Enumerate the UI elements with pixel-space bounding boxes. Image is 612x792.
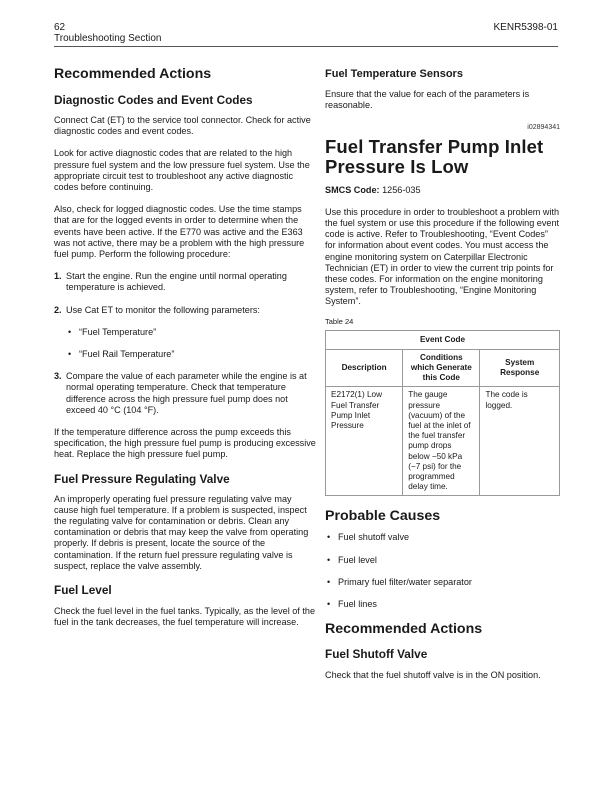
step-1: 1. Start the engine. Run the engine until normal operating temperature is achieved. xyxy=(54,271,287,293)
col-header-description: Description xyxy=(326,349,403,387)
table-row xyxy=(326,387,560,496)
procedure-steps xyxy=(54,271,317,416)
paragraph-connect: Connect Cat (ET) to the service tool connector. Check for active diagnostic codes and event codes. xyxy=(54,115,311,137)
document-id: KENR5398-01 xyxy=(493,22,558,33)
step-3: 3. Compare the value of each parameter while the engine is at normal operating temperature. Check that temperature difference across the high pressure fuel pump does not exceed 40 °C (104 °F). xyxy=(54,371,307,415)
heading-probable-causes: Probable Causes xyxy=(325,508,441,525)
table-group-header-row xyxy=(326,330,560,349)
paragraph-look: Look for active diagnostic codes that are related to the high pressure fuel system and the low pressure fuel system. Use the appropriate circuit test to troubleshoot any active diagnostic codes before continuing. xyxy=(54,148,310,193)
cell-description: E2172(1) Low Fuel Transfer Pump Inlet Pressure xyxy=(326,387,403,496)
paragraph-regulating: An improperly operating fuel pressure regulating valve may cause high fuel temperature. If a problem is suspected, inspect the regulating valve for contamination or debris. Clean any contamination or debris that may keep the valve from operating properly. If debris is present, locate the source of the contamination. If the return fuel pressure regulating valve is suspect, replace the valve assembly. xyxy=(54,493,309,571)
cell-conditions: The gauge pressure (vacuum) of the fuel at the inlet of the fuel transfer pump drops below −50 kPa (−7 psi) for the programmed delay time. xyxy=(403,387,480,496)
right-column xyxy=(325,60,560,682)
section-name: Troubleshooting Section xyxy=(54,33,162,44)
page-number: 62 xyxy=(54,22,66,33)
cause-item: • Fuel shutoff valve xyxy=(325,532,560,543)
article-title: Fuel Transfer Pump Inlet Pressure Is Low xyxy=(325,135,544,177)
heading-diagnostic-codes: Diagnostic Codes and Event Codes xyxy=(54,93,253,107)
reference-id: i02894341 xyxy=(527,124,560,132)
smcs-code: SMCS Code: 1256-035 xyxy=(325,184,421,195)
paragraph-also: Also, check for logged diagnostic codes. Use the time stamps that are for the logged events in order to determine when the events have been active. If the E770 was active and the E363 was not active, there may be a problem with the high pressure fuel pump. Perform the following procedure: xyxy=(54,204,305,260)
paragraph-shutoff: Check that the fuel shutoff valve is in the ON position. xyxy=(325,670,541,681)
cell-response: The code is logged. xyxy=(480,387,560,496)
event-code-table xyxy=(325,330,560,497)
heading-fuel-level: Fuel Level xyxy=(54,583,112,598)
cause-item: • Fuel level xyxy=(325,555,560,566)
table-header-row xyxy=(326,349,560,387)
table-caption: Table 24 xyxy=(325,316,354,326)
step-2: 2. Use Cat ET to monitor the following parameters: • “Fuel Temperature” • “Fuel Rail Temperature” xyxy=(54,305,317,361)
paragraph-use-procedure: Use this procedure in order to troubleshoot a problem with the fuel system or use this procedure if the following event code is active. Refer to Troubleshooting, “Event Codes” for information about event codes. You must access the engine monitoring system on Caterpillar Electronic Technician (ET) in order to view the current trip points for these codes. For information on the engine monitoring system, refer to Troubleshooting, “Engine Monitoring System”. xyxy=(325,206,560,307)
group-header: Event Code xyxy=(326,330,560,349)
param-item: • “Fuel Rail Temperature” xyxy=(66,349,317,360)
heading-shutoff-valve: Fuel Shutoff Valve xyxy=(325,647,428,662)
heading-recommended-actions: Recommended Actions xyxy=(54,66,212,82)
paragraph-sensors: Ensure that the value for each of the parameters is reasonable. xyxy=(325,89,530,111)
causes-list xyxy=(325,532,560,610)
col-header-response: System Response xyxy=(480,349,560,387)
cause-item: • Fuel lines xyxy=(325,599,560,610)
heading-regulating-valve: Fuel Pressure Regulating Valve xyxy=(54,471,230,486)
cause-item: • Primary fuel filter/water separator xyxy=(325,577,560,588)
paragraph-fuel-level: Check the fuel level in the fuel tanks. Typically, as the level of the fuel in the tank decreases, the fuel temperature will increase. xyxy=(54,606,316,628)
left-column xyxy=(54,60,317,629)
heading-temp-sensors: Fuel Temperature Sensors xyxy=(325,68,463,80)
heading-recommended-actions-2: Recommended Actions xyxy=(325,621,483,638)
parameter-list xyxy=(66,327,317,360)
param-item: • “Fuel Temperature” xyxy=(66,327,317,338)
col-header-conditions: Conditions which Generate this Code xyxy=(403,349,480,387)
page-header xyxy=(54,22,558,47)
paragraph-if-difference: If the temperature difference across the pump exceeds this specification, the high pressure fuel pump is producing excessive heat. Replace the high pressure fuel pump. xyxy=(54,427,316,460)
